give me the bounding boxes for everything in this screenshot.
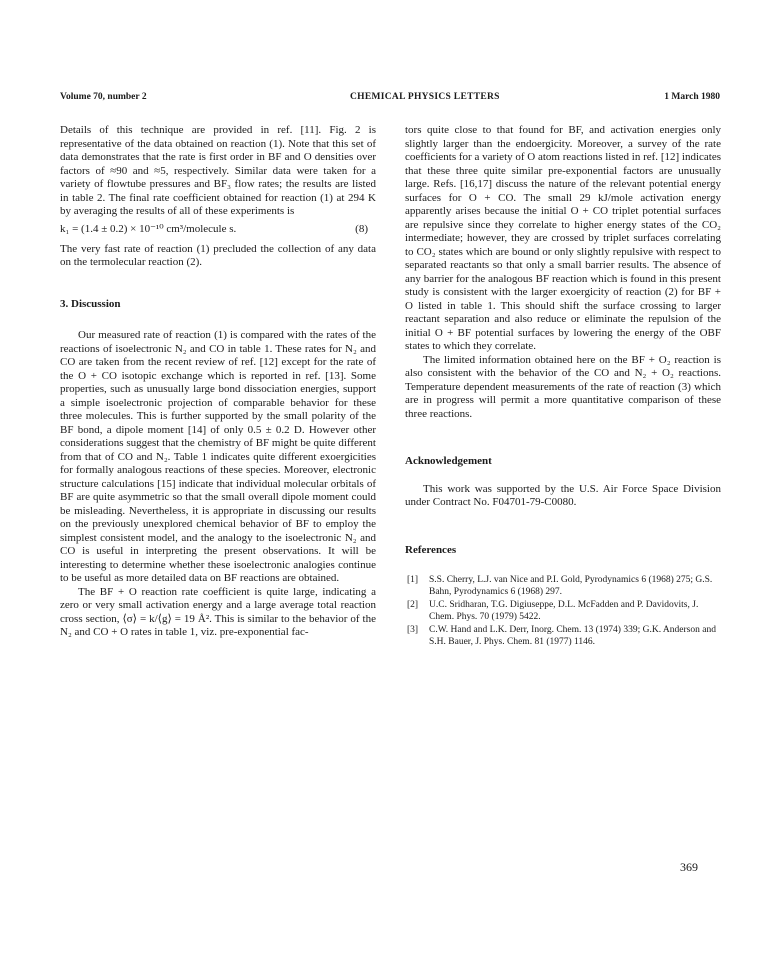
equation-number: (8): [355, 222, 368, 235]
paragraph: The very fast rate of reaction (1) precluded the collection of any data on the termolecular reaction (2).: [60, 242, 376, 268]
reference-number: [2]: [407, 600, 419, 610]
reference-item: [405, 625, 721, 648]
paragraph: The limited information obtained here on the BF + O₂ reaction is also consistent with the behavior of the CO and N₂ + O₂ reactions. Temperature dependent measurements of the rate of reaction (3) which are in progress will permit a more quantitative comparison of these three reactions.: [405, 353, 721, 420]
right-column: [405, 124, 721, 650]
paragraph: Details of this technique are provided in ref. [11]. Fig. 2 is representative of the data obtained on reaction (1). Note that this set of data demonstrates that the rate is first order in BF and O densities over factors of ≈90 and ≈5, respectively. Similar data were taken for a variety of flowtube pressures and BF₃ flow rates; the results are listed in table 2. The final rate coefficient obtained for reaction (1) at 294 K by averaging the results of all of these experiments is: [60, 124, 376, 217]
left-column: [60, 124, 376, 640]
issue-date: 1 March 1980: [664, 92, 720, 102]
reference-list: [405, 575, 721, 648]
section-heading: References: [405, 543, 457, 556]
reference-number: [1]: [407, 575, 419, 585]
volume-info: Volume 70, number 2: [60, 92, 147, 102]
reference-item: [405, 600, 721, 623]
paragraph: tors quite close to that found for BF, and activation energies only slightly larger than the endoergicity. Moreover, a survey of the rate coefficients for a variety of O atom reactions listed in ref. [12] indicates that these three quite similar pre-exponential factors are unusually large. Refs. [16,17] discuss the nature of the relevant potential energy surfaces for O + CO. The small 29 kJ/mole activation energy apparently arises because the initial O + CO triplet potential surfaces are repulsive since they correlate to higher energy states of the CO₂ intermediate; however, they are crossed by triplet surfaces correlating to CO₂ states which are bound or only slightly repulsive with respect to separated reactants so that only a small barrier results. The absence of any barrier for the analogous BF reaction which is found in this present study is consistent with the larger exoergicity of reaction (2) for BF + O listed in table 1. This should shift the surface crossing to larger reactant separation and also reduce or eliminate the repulsion of the initial O + BF potential surfaces by lowering the energy of the OBF states to which they correlate.: [405, 124, 721, 352]
section-heading: Acknowledgement: [405, 455, 492, 467]
running-header: [60, 92, 720, 106]
equation: [60, 223, 376, 239]
reference-text: C.W. Hand and L.K. Derr, Inorg. Chem. 13 (1974) 339; G.K. Anderson and S.H. Bauer, J. Phys. Chem. 81 (1977) 1146.: [429, 625, 716, 647]
page-number: 369: [680, 860, 698, 874]
journal-name: CHEMICAL PHYSICS LETTERS: [350, 92, 500, 102]
reference-text: U.C. Sridharan, T.G. Digiuseppe, D.L. McFadden and P. Davidovits, J. Chem. Phys. 70 (1979) 5422.: [429, 600, 699, 622]
section-heading: 3. Discussion: [60, 297, 121, 310]
paragraph: Our measured rate of reaction (1) is compared with the rates of the reactions of isoelectronic N₂ and CO in table 1. These rates for N₂ and CO are taken from the recent review of ref. [12] except for the rate of the O + CO isotopic exchange which is reported in ref. [13]. Some properties, such as unusually large bond dissociation energies, support a simple isoelectronic projection of comparable behavior for these three molecules. This is further supported by the small polarity of the BF bond, a dipole moment [14] of only 0.5 ± 0.2 D. However other considerations suggest that the chemistry of BF might be quite different from that of CO and N₂. Table 1 indicates quite different exoergicities for formally analogous reactions of these species. Moreover, electronic structure calculations [15] indicate that individual molecular orbitals of BF are quite asymmetric so that the small overall dipole moment could be misleading. Nevertheless, it is appropriate in discussing our results on the previously unexplored chemical behavior of BF to employ the simplest consistent model, and the analogy to the isoelectronic N₂ and CO is useful in interpreting the present observations. It will be interesting to determine whether these isoelectronic analogies continue to be useful as more detailed data on BF reactions are obtained.: [60, 329, 376, 584]
equation-formula: k₁ = (1.4 ± 0.2) × 10⁻¹⁰ cm³/molecule s.: [60, 222, 237, 235]
reference-text: S.S. Cherry, L.J. van Nice and P.I. Gold, Pyrodynamics 6 (1968) 275; G.S. Bahn, Pyrodynamics 6 (1968) 297.: [429, 575, 713, 597]
paragraph: The BF + O reaction rate coefficient is quite large, indicating a zero or very small activation energy and a large average total reaction cross section, ⟨σ⟩ = k/⟨g⟩ = 19 Å². This is similar to the behavior of the N₂ and CO + O rates in table 1, viz. pre-exponential fac-: [60, 585, 376, 638]
paragraph: This work was supported by the U.S. Air Force Space Division under Contract No. F04701-79-C0080.: [405, 482, 721, 508]
reference-number: [3]: [407, 625, 419, 635]
reference-item: [405, 575, 721, 598]
